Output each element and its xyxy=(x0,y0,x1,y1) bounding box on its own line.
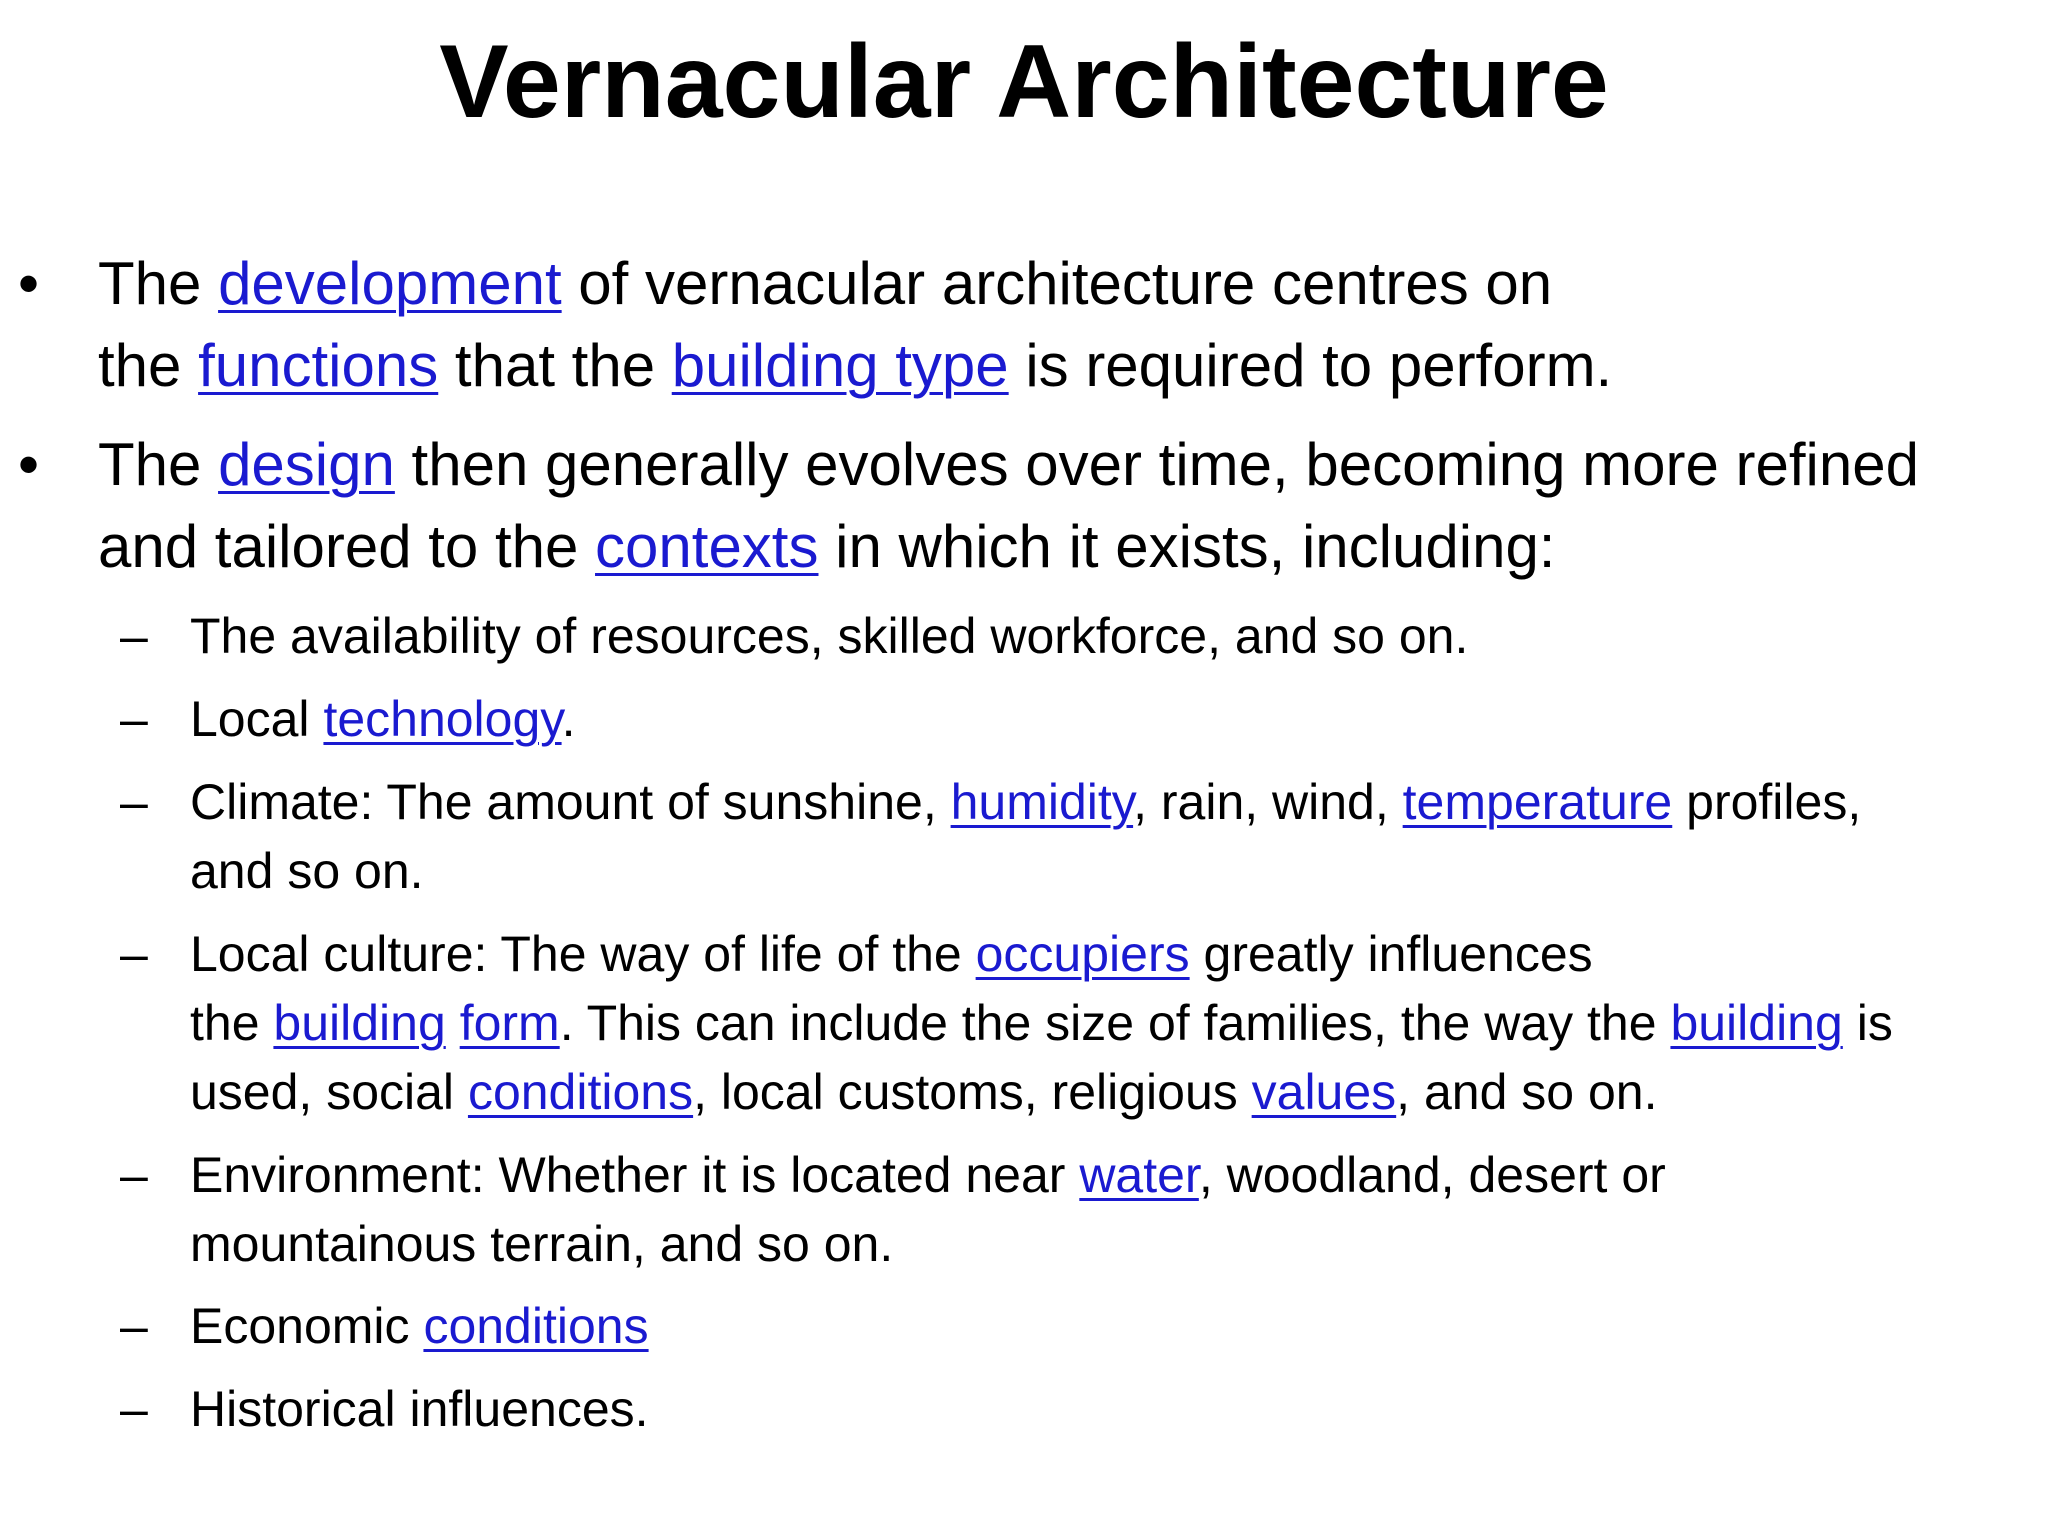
text-segment: the xyxy=(98,332,199,399)
link-conditions[interactable]: conditions xyxy=(467,1064,694,1120)
climate-line-1 xyxy=(190,768,2010,837)
text-segment: . xyxy=(561,691,576,747)
dash-marker: – xyxy=(120,1147,148,1203)
bullet-marker: • xyxy=(18,250,40,317)
link-functions[interactable]: functions xyxy=(198,332,439,399)
link-building[interactable]: building xyxy=(273,995,446,1051)
text-segment: greatly influences xyxy=(1189,926,1593,982)
culture-line-1 xyxy=(190,920,2010,989)
text-segment: is xyxy=(1842,995,1893,1051)
text-segment: The xyxy=(98,250,219,317)
text-segment: Economic xyxy=(190,1298,424,1354)
text-segment: in which it exists, including: xyxy=(818,513,1556,580)
text-segment: that the xyxy=(438,332,672,399)
sub-item-resources xyxy=(190,602,2010,671)
dash-marker: – xyxy=(120,926,148,982)
slide-title: Vernacular Architecture xyxy=(439,24,1609,140)
climate-line-2 xyxy=(190,837,2010,906)
text-segment: the xyxy=(190,995,274,1051)
link-building-type[interactable]: building type xyxy=(671,332,1009,399)
link-design[interactable]: design xyxy=(218,431,395,498)
bullet-marker: • xyxy=(18,431,40,498)
environment-line-1 xyxy=(190,1141,2010,1210)
culture-line-2 xyxy=(190,989,2010,1058)
text-segment: Climate: The amount of sunshine, xyxy=(190,774,951,830)
sub-item-technology xyxy=(190,685,2010,754)
text-segment: profiles, xyxy=(1672,774,1862,830)
text-segment: and so on. xyxy=(190,843,424,899)
environment-line-2 xyxy=(190,1210,2010,1279)
bullet-1-line-1 xyxy=(98,243,2028,325)
sub-item-environment xyxy=(190,1141,2010,1279)
link-building[interactable]: building xyxy=(1670,995,1843,1051)
text-segment: , and so on. xyxy=(1396,1064,1658,1120)
dash-marker: – xyxy=(120,1298,148,1354)
link-humidity[interactable]: humidity xyxy=(950,774,1134,830)
text-segment: then generally evolves over time, becoming more refined xyxy=(394,431,1919,498)
text-segment: The availability of resources, skilled workforce, and so on. xyxy=(190,608,1469,664)
sub-item-economic xyxy=(190,1292,2010,1361)
sub-item-local-culture xyxy=(190,920,2010,1127)
bullet-2-line-2 xyxy=(98,506,2028,588)
text-segment: , woodland, desert or xyxy=(1198,1147,1666,1203)
link-conditions[interactable]: conditions xyxy=(423,1298,649,1354)
text-segment: and tailored to the xyxy=(98,513,596,580)
link-occupiers[interactable]: occupiers xyxy=(975,926,1190,982)
text-segment: Environment: Whether it is located near xyxy=(190,1147,1080,1203)
link-temperature[interactable]: temperature xyxy=(1402,774,1673,830)
link-contexts[interactable]: contexts xyxy=(595,513,819,580)
text-segment: mountainous terrain, and so on. xyxy=(190,1216,894,1272)
bullet-2-line-1 xyxy=(98,424,2028,506)
text-segment: , local customs, religious xyxy=(693,1064,1252,1120)
dash-marker: – xyxy=(120,774,148,830)
bullet-1 xyxy=(98,243,2028,407)
text-segment xyxy=(446,995,460,1051)
text-segment: Historical influences. xyxy=(190,1381,649,1437)
text-segment: The xyxy=(98,431,219,498)
culture-line-3 xyxy=(190,1058,2010,1127)
sub-item-historical xyxy=(190,1375,2010,1444)
text-segment: Local xyxy=(190,691,324,747)
link-form[interactable]: form xyxy=(459,995,560,1051)
dash-marker: – xyxy=(120,1381,148,1437)
text-segment: . This can include the size of families, the way the xyxy=(559,995,1671,1051)
bullet-2 xyxy=(98,424,2028,588)
text-segment: used, social xyxy=(190,1064,468,1120)
bullet-1-line-2 xyxy=(98,325,2028,407)
text-segment: , rain, wind, xyxy=(1133,774,1403,830)
link-values[interactable]: values xyxy=(1251,1064,1397,1120)
dash-marker: – xyxy=(120,691,148,747)
sub-item-climate xyxy=(190,768,2010,906)
link-technology[interactable]: technology xyxy=(323,691,562,747)
link-development[interactable]: development xyxy=(218,250,562,317)
text-segment: is required to perform. xyxy=(1008,332,1613,399)
link-water[interactable]: water xyxy=(1079,1147,1199,1203)
dash-marker: – xyxy=(120,608,148,664)
text-segment: of vernacular architecture centres on xyxy=(561,250,1553,317)
text-segment: Local culture: The way of life of the xyxy=(190,926,976,982)
